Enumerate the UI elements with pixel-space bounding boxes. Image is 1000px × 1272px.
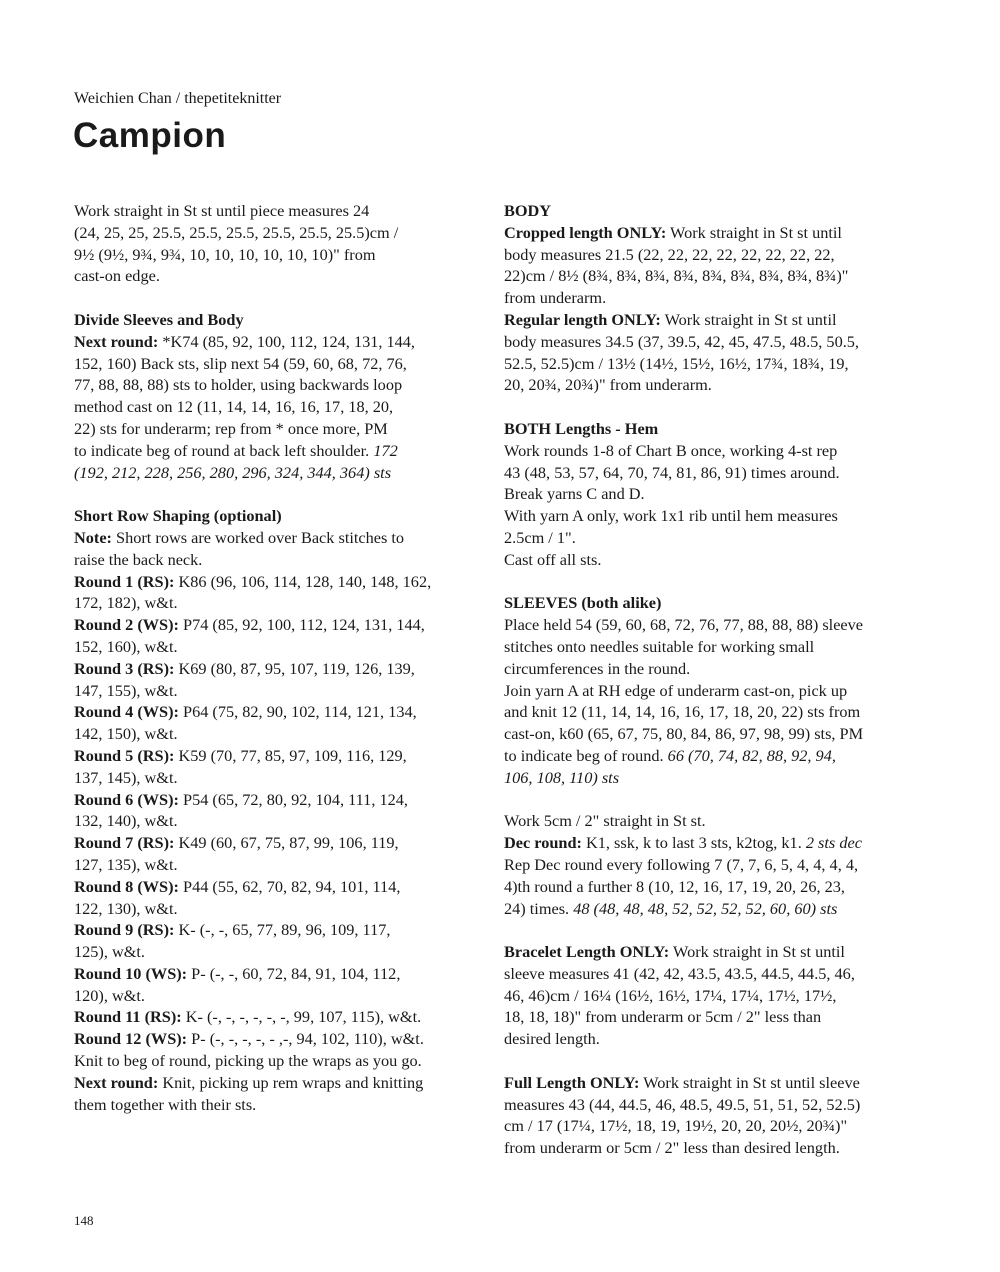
round-line: [74, 963, 474, 985]
text-line: [504, 832, 904, 854]
section-heading: BODY: [504, 201, 552, 220]
text-line: body measures 34.5 (37, 39.5, 42, 45, 47.5, 48.5, 50.5,: [504, 331, 859, 351]
round-line: [74, 1028, 474, 1050]
stitch-count: 2 sts dec: [805, 833, 862, 853]
text: to indicate beg of round at back left shoulder.: [74, 440, 374, 460]
text: K- (-, -, 65, 77, 89, 96, 109, 117,: [174, 920, 391, 940]
text-line: [504, 309, 904, 331]
text: P- (-, -, -, -, - ,-, 94, 102, 110), w&t.: [187, 1029, 424, 1049]
text-line: 122, 130), w&t.: [74, 898, 178, 918]
round-line: [74, 832, 474, 854]
text: *K74 (85, 92, 100, 112, 124, 131, 144,: [158, 331, 416, 351]
text-line: 52.5, 52.5)cm / 13½ (14½, 15½, 16½, 17¾, 18¾, 19,: [504, 353, 849, 373]
label: Round 2 (WS):: [74, 615, 179, 635]
bracelet-section: [504, 941, 904, 1050]
text-line: 137, 145), w&t.: [74, 767, 178, 787]
text-line: [504, 222, 904, 244]
text-line: [74, 527, 474, 549]
label: Round 12 (WS):: [74, 1029, 188, 1049]
text-line: Knit to beg of round, picking up the wraps as you go.: [74, 1051, 422, 1071]
label: Round 11 (RS):: [74, 1007, 182, 1027]
round-line: [74, 571, 474, 593]
round-line: [74, 745, 474, 767]
text-line: 22)cm / 8½ (8¾, 8¾, 8¾, 8¾, 8¾, 8¾, 8¾, 8¾, 8¾)": [504, 266, 849, 286]
text-line: 2.5cm / 1".: [504, 527, 576, 547]
text-line: With yarn A only, work 1x1 rib until hem measures: [504, 506, 838, 526]
section-heading: SLEEVES (both alike): [504, 593, 662, 613]
left-column: [74, 200, 474, 1137]
text-line: [504, 941, 904, 963]
text-line: Place held 54 (59, 60, 68, 72, 76, 77, 88, 88, 88) sleeve: [504, 615, 864, 635]
label: Round 6 (WS):: [74, 789, 179, 809]
round-line: [74, 919, 474, 941]
label: Next round:: [74, 331, 159, 351]
text: Work straight in St st until sleeve: [639, 1072, 860, 1092]
label: Round 9 (RS):: [74, 920, 175, 940]
page-title: Campion: [73, 116, 227, 155]
text-line: 152, 160) Back sts, slip next 54 (59, 60, 68, 72, 76,: [74, 353, 407, 373]
label: Round 4 (WS):: [74, 702, 179, 722]
text: P74 (85, 92, 100, 112, 124, 131, 144,: [178, 615, 425, 635]
text: K49 (60, 67, 75, 87, 99, 106, 119,: [174, 833, 399, 853]
text-line: 4)th round a further 8 (10, 12, 16, 17, 19, 20, 26, 23,: [504, 876, 845, 896]
text-line: [74, 1072, 474, 1094]
text-line: circumferences in the round.: [504, 658, 691, 678]
text: Work straight in St st until: [660, 309, 837, 329]
text: K1, ssk, k to last 3 sts, k2tog, k1.: [581, 833, 806, 853]
text-line: Cast off all sts.: [504, 549, 602, 569]
text-line: Break yarns C and D.: [504, 484, 645, 504]
text: K- (-, -, -, -, -, -, 99, 107, 115), w&t.: [181, 1007, 422, 1027]
text-line: 22) sts for underarm; rep from * once more, PM: [74, 418, 388, 438]
text-line: 120), w&t.: [74, 985, 145, 1005]
text-line: 77, 88, 88, 88) sts to holder, using backwards loop: [74, 375, 403, 395]
label: Round 5 (RS):: [74, 745, 175, 765]
text: Work straight in St st until: [669, 942, 845, 962]
round-line: [74, 789, 474, 811]
text-line: stitches onto needles suitable for working small: [504, 636, 815, 656]
round-line: [74, 658, 474, 680]
author-line: Weichien Chan / thepetiteknitter: [74, 90, 282, 107]
text-line: [504, 898, 904, 920]
text-line: [74, 440, 474, 462]
text-line: Work straight in St st until piece measures 24: [74, 201, 370, 220]
text-line: and knit 12 (11, 14, 14, 16, 16, 17, 18, 20, 22) sts from: [504, 702, 861, 722]
text-line: 132, 140), w&t.: [74, 811, 178, 831]
sleeves-section: [504, 592, 904, 788]
text: K69 (80, 87, 95, 107, 119, 126, 139,: [174, 658, 415, 678]
text: Knit, picking up rem wraps and knitting: [158, 1072, 424, 1092]
text-line: Join yarn A at RH edge of underarm cast-on, pick up: [504, 680, 848, 700]
text-line: cm / 17 (17¼, 17½, 18, 19, 19½, 20, 20, 20½, 20¾)": [504, 1116, 848, 1136]
text-line: 127, 135), w&t.: [74, 854, 178, 874]
text-line: method cast on 12 (11, 14, 14, 16, 16, 17, 18, 20,: [74, 397, 394, 417]
text-line: them together with their sts.: [74, 1094, 257, 1114]
label: Note:: [74, 527, 112, 547]
short-row-section: [74, 505, 474, 1115]
text-line: 152, 160), w&t.: [74, 636, 178, 656]
text-line: 9½ (9½, 9¾, 9¾, 10, 10, 10, 10, 10, 10)" from: [74, 244, 376, 264]
label: Dec round:: [504, 833, 582, 853]
label: Round 10 (WS):: [74, 963, 188, 983]
stitch-count: 106, 108, 110) sts: [504, 767, 620, 787]
text: P- (-, -, 60, 72, 84, 91, 104, 112,: [187, 963, 401, 983]
text: P54 (65, 72, 80, 92, 104, 111, 124,: [178, 789, 408, 809]
text-line: [504, 745, 904, 767]
text-line: 147, 155), w&t.: [74, 680, 178, 700]
text-line: 43 (48, 53, 57, 64, 70, 74, 81, 86, 91) times around.: [504, 462, 840, 482]
text: Short rows are worked over Back stitches to: [111, 527, 405, 547]
text-line: sleeve measures 41 (42, 42, 43.5, 43.5, 44.5, 44.5, 46,: [504, 963, 855, 983]
text-line: 142, 150), w&t.: [74, 724, 178, 744]
divide-section: [74, 309, 474, 483]
text-line: [74, 331, 474, 353]
text-line: measures 43 (44, 44.5, 46, 48.5, 49.5, 51, 51, 52, 52.5): [504, 1094, 861, 1114]
intro-paragraph: [74, 200, 474, 287]
section-heading: Short Row Shaping (optional): [74, 506, 282, 526]
text-line: Rep Dec round every following 7 (7, 7, 6, 5, 4, 4, 4, 4,: [504, 854, 859, 874]
label: Regular length ONLY:: [504, 309, 661, 329]
text-line: Work rounds 1-8 of Chart B once, working 4-st rep: [504, 440, 838, 460]
stitch-count: 66 (70, 74, 82, 88, 92, 94,: [667, 745, 836, 765]
text: Work straight in St st until: [666, 222, 842, 242]
text-line: desired length.: [504, 1029, 600, 1049]
stitch-count: (192, 212, 228, 256, 280, 296, 324, 344, 364) sts: [74, 462, 392, 482]
stitch-count: 172: [373, 440, 398, 460]
section-heading: Divide Sleeves and Body: [74, 309, 244, 329]
text: P64 (75, 82, 90, 102, 114, 121, 134,: [178, 702, 417, 722]
page-number: 148: [74, 1213, 94, 1228]
stitch-count: 48 (48, 48, 48, 52, 52, 52, 52, 60, 60) sts: [573, 898, 838, 918]
label: Full Length ONLY:: [504, 1072, 640, 1092]
text-line: Work 5cm / 2" straight in St st.: [504, 811, 706, 831]
text-line: raise the back neck.: [74, 549, 203, 569]
text-line: cast-on, k60 (65, 67, 75, 80, 84, 86, 97, 98, 99) sts, PM: [504, 724, 864, 744]
text: 24) times.: [504, 898, 574, 918]
text-line: [504, 1072, 904, 1094]
label: Cropped length ONLY:: [504, 222, 667, 242]
hem-section: [504, 418, 904, 571]
text: to indicate beg of round.: [504, 745, 668, 765]
text-line: 172, 182), w&t.: [74, 593, 178, 613]
round-line: [74, 1006, 474, 1028]
label: Bracelet Length ONLY:: [504, 942, 670, 962]
label: Round 3 (RS):: [74, 658, 175, 678]
label: Round 8 (WS):: [74, 876, 179, 896]
right-column: [504, 200, 904, 1181]
text-line: 20, 20¾, 20¾)" from underarm.: [504, 375, 712, 395]
label: Round 7 (RS):: [74, 833, 175, 853]
text-line: 18, 18, 18)" from underarm or 5cm / 2" less than: [504, 1007, 822, 1027]
body-section: [504, 200, 904, 396]
text: K86 (96, 106, 114, 128, 140, 148, 162,: [174, 571, 432, 591]
text-line: body measures 21.5 (22, 22, 22, 22, 22, 22, 22, 22,: [504, 244, 835, 264]
text-line: from underarm or 5cm / 2" less than desired length.: [504, 1138, 840, 1158]
text-line: (24, 25, 25, 25.5, 25.5, 25.5, 25.5, 25.5, 25.5)cm /: [74, 222, 399, 242]
text: P44 (55, 62, 70, 82, 94, 101, 114,: [178, 876, 401, 896]
section-heading: BOTH Lengths - Hem: [504, 418, 659, 438]
decrease-section: [504, 810, 904, 919]
round-line: [74, 701, 474, 723]
text-line: 46, 46)cm / 16¼ (16½, 16½, 17¼, 17¼, 17½, 17½,: [504, 985, 837, 1005]
round-line: [74, 614, 474, 636]
full-length-section: [504, 1072, 904, 1159]
label: Next round:: [74, 1072, 159, 1092]
round-line: [74, 876, 474, 898]
text-line: cast-on edge.: [74, 266, 160, 286]
label: Round 1 (RS):: [74, 571, 175, 591]
text-line: from underarm.: [504, 288, 607, 308]
text-line: 125), w&t.: [74, 942, 145, 962]
text: K59 (70, 77, 85, 97, 109, 116, 129,: [174, 745, 407, 765]
